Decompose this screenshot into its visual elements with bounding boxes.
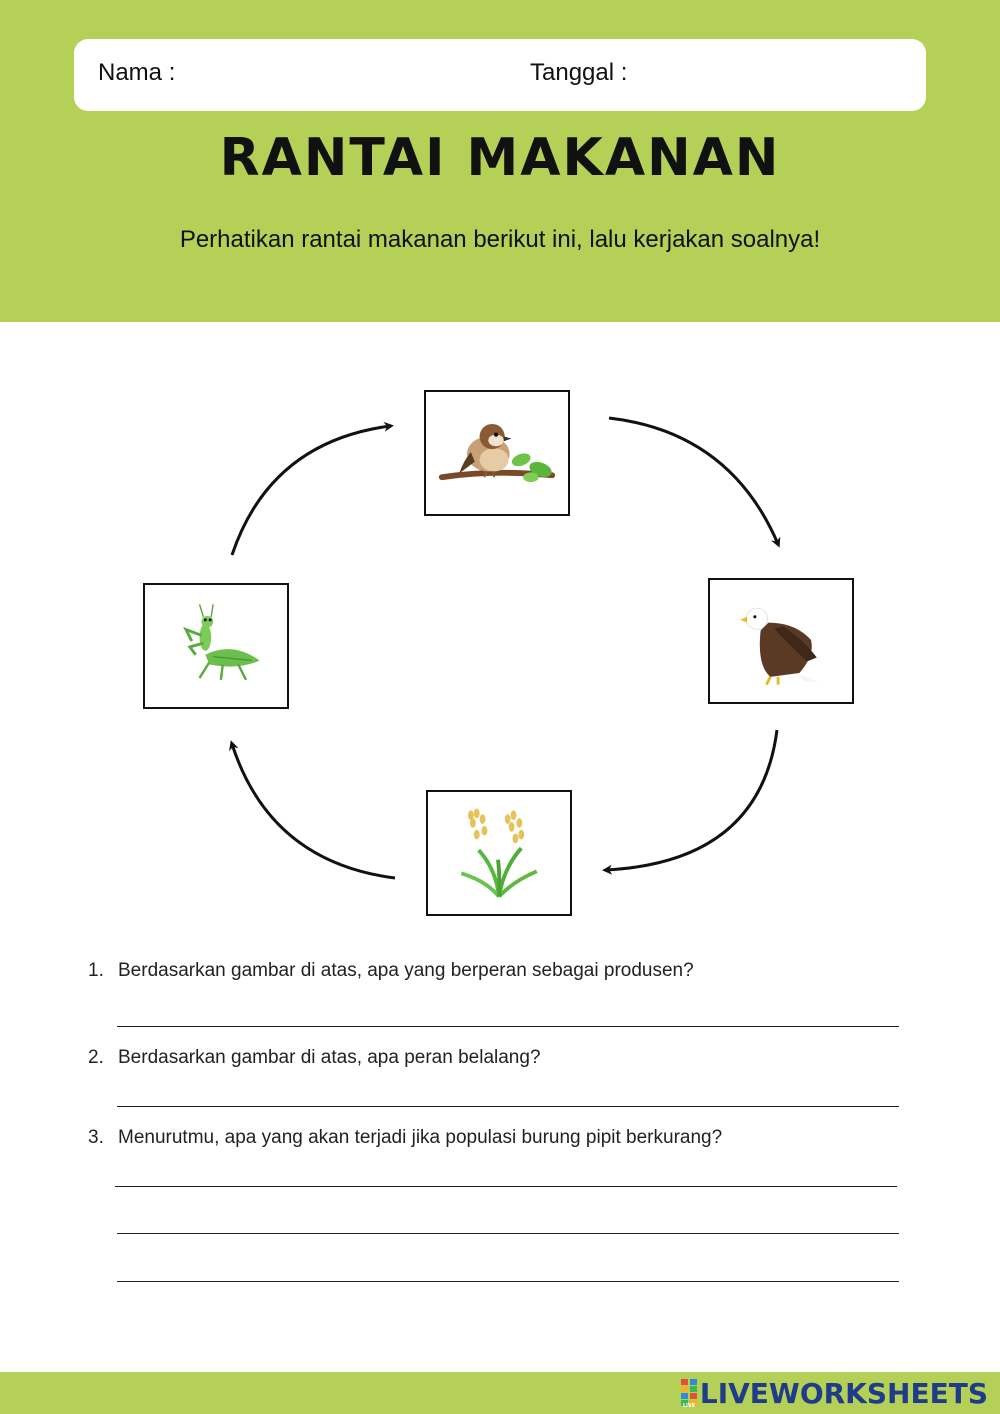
brand-name: LIVEWORKSHEETS <box>699 1376 988 1410</box>
sparrow-card <box>424 390 570 516</box>
curved-arrow-icon <box>232 426 390 555</box>
answer-line[interactable] <box>117 1233 899 1234</box>
date-label: Tanggal : <box>530 59 628 86</box>
liveworksheets-logo-icon <box>680 1378 698 1408</box>
liveworksheets-brand[interactable] <box>680 1376 988 1410</box>
answer-line[interactable] <box>115 1186 897 1187</box>
curved-arrow-icon <box>606 730 777 870</box>
answer-line[interactable] <box>117 1026 899 1027</box>
instruction-text: Perhatikan rantai makanan berikut ini, lalu kerjakan soalnya! <box>179 226 821 253</box>
eagle-icon <box>710 580 852 702</box>
answer-line[interactable] <box>117 1281 899 1282</box>
rice-plant-icon <box>428 792 570 914</box>
name-label: Nama : <box>98 59 176 86</box>
sparrow-icon <box>426 392 568 514</box>
svg-text:LIVE: LIVE <box>682 1403 696 1408</box>
student-info-box <box>74 39 926 111</box>
page-title: RANTAI MAKANAN <box>219 128 781 188</box>
curved-arrow-icon <box>609 418 778 544</box>
eagle-card <box>708 578 854 704</box>
question-text: Menurutmu, apa yang akan terjadi jika populasi burung pipit berkurang? <box>118 1127 723 1148</box>
food-chain-diagram <box>0 322 1000 942</box>
grasshopper-card <box>143 583 289 709</box>
question-number: 2. <box>88 1047 104 1068</box>
rice-card <box>426 790 572 916</box>
grasshopper-icon <box>145 585 287 707</box>
question-text: Berdasarkan gambar di atas, apa yang berperan sebagai produsen? <box>118 960 694 981</box>
curved-arrow-icon <box>232 744 395 878</box>
answer-line[interactable] <box>117 1106 899 1107</box>
question-number: 1. <box>88 960 104 981</box>
question-number: 3. <box>88 1127 104 1148</box>
question-text: Berdasarkan gambar di atas, apa peran belalang? <box>118 1047 541 1068</box>
